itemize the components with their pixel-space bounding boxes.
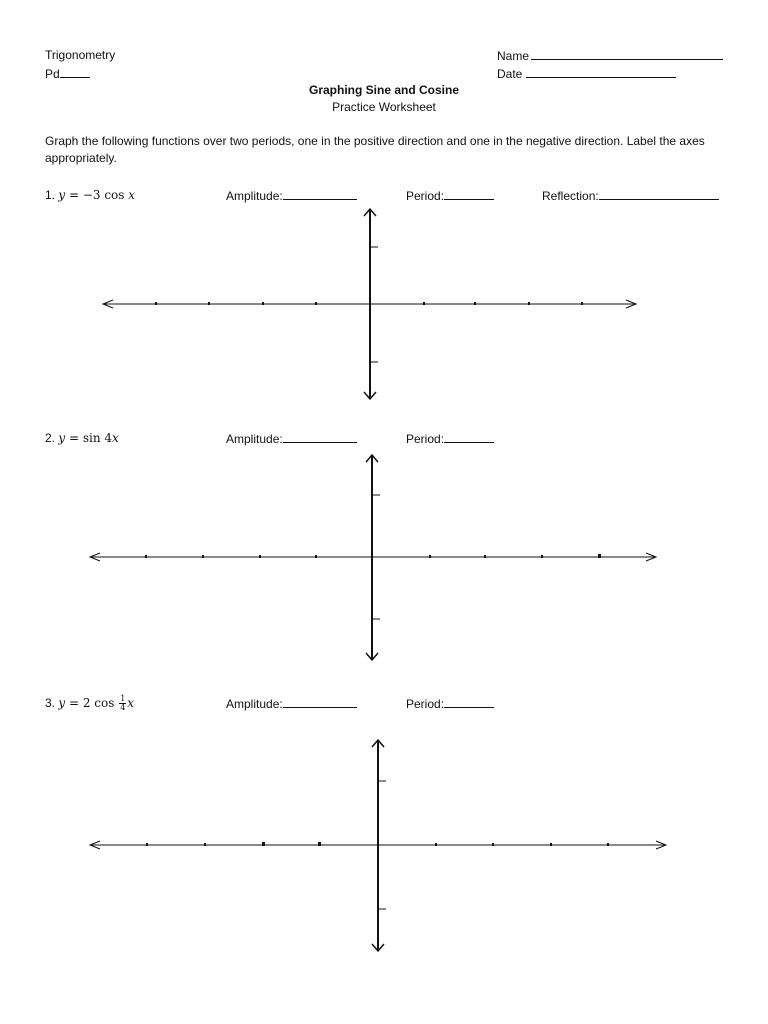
x-tick bbox=[145, 555, 147, 558]
worksheet-subtitle: Practice Worksheet bbox=[332, 100, 436, 114]
x-tick bbox=[208, 302, 210, 305]
x-tick bbox=[581, 302, 583, 305]
x-tick bbox=[429, 555, 431, 558]
problem-2-amplitude-field[interactable] bbox=[226, 431, 357, 446]
date-label: Date bbox=[497, 67, 523, 81]
x-tick bbox=[607, 843, 609, 846]
problem-1-number: 1. bbox=[45, 188, 56, 202]
period-blank[interactable] bbox=[444, 188, 494, 200]
x-tick bbox=[474, 302, 476, 305]
problem-1-amplitude-field[interactable] bbox=[226, 188, 357, 203]
period-field[interactable] bbox=[45, 66, 90, 81]
x-tick bbox=[204, 843, 206, 846]
fraction-one-fourth: $\frac{1}{4}$ bbox=[120, 694, 126, 712]
problem-1-equation bbox=[45, 188, 135, 202]
problem-1-formula: y = −3 cos x bbox=[58, 188, 136, 202]
course-label: Trigonometry bbox=[45, 48, 116, 62]
amplitude-label: Amplitude: bbox=[226, 432, 283, 446]
amplitude-label: Amplitude: bbox=[226, 697, 283, 711]
x-tick bbox=[259, 555, 261, 558]
period-label: Pd bbox=[45, 67, 60, 81]
amplitude-blank[interactable] bbox=[283, 431, 357, 443]
problem-3-formula: y = 2 cos $\frac{1}{4}$ x bbox=[58, 694, 135, 712]
x-tick bbox=[435, 843, 437, 846]
problem-3-number: 3. bbox=[45, 696, 56, 710]
problem-2-period-field[interactable] bbox=[406, 431, 494, 446]
period-blank[interactable] bbox=[60, 66, 90, 78]
period-label: Period: bbox=[406, 432, 445, 446]
instructions: Graph the following functions over two periods, one in the positive direction and one in the negative direction. Label the axes appropriately. bbox=[45, 134, 705, 165]
date-field[interactable] bbox=[497, 66, 676, 81]
problem-3-amplitude-field[interactable] bbox=[226, 696, 357, 711]
problem-1-period-field[interactable] bbox=[406, 188, 494, 203]
name-label: Name bbox=[497, 49, 530, 63]
period-blank[interactable] bbox=[444, 431, 494, 443]
period-blank[interactable] bbox=[444, 696, 494, 708]
name-blank[interactable] bbox=[531, 48, 723, 60]
x-tick bbox=[423, 302, 425, 305]
problem-1-graph-axes[interactable] bbox=[0, 205, 768, 405]
x-tick bbox=[528, 302, 530, 305]
x-tick bbox=[155, 302, 157, 305]
x-tick bbox=[318, 842, 321, 846]
x-tick bbox=[550, 843, 552, 846]
problem-2-formula: y = sin 4x bbox=[58, 431, 119, 445]
worksheet-title: Graphing Sine and Cosine bbox=[308, 83, 460, 97]
problem-2-equation bbox=[45, 431, 119, 445]
reflection-blank[interactable] bbox=[599, 188, 719, 200]
reflection-label: Reflection: bbox=[542, 189, 599, 203]
x-tick bbox=[484, 555, 486, 558]
problem-2-graph-axes[interactable] bbox=[0, 450, 768, 665]
amplitude-label: Amplitude: bbox=[226, 189, 283, 203]
x-tick bbox=[492, 843, 494, 846]
problem-3-graph-axes[interactable] bbox=[0, 735, 768, 957]
x-tick bbox=[202, 555, 204, 558]
amplitude-blank[interactable] bbox=[283, 696, 357, 708]
period-label: Period: bbox=[406, 697, 445, 711]
x-tick bbox=[541, 555, 543, 558]
problem-3-equation bbox=[45, 694, 134, 712]
name-field[interactable] bbox=[497, 48, 723, 63]
problem-2-number: 2. bbox=[45, 431, 56, 445]
x-tick bbox=[315, 302, 317, 305]
x-tick bbox=[315, 555, 317, 558]
x-tick bbox=[146, 843, 148, 846]
period-label: Period: bbox=[406, 189, 445, 203]
problem-3-period-field[interactable] bbox=[406, 696, 494, 711]
date-blank[interactable] bbox=[526, 66, 676, 78]
problem-1-reflection-field[interactable] bbox=[542, 188, 719, 203]
x-tick bbox=[262, 842, 265, 846]
x-tick bbox=[598, 554, 601, 558]
x-tick bbox=[262, 302, 264, 305]
amplitude-blank[interactable] bbox=[283, 188, 357, 200]
